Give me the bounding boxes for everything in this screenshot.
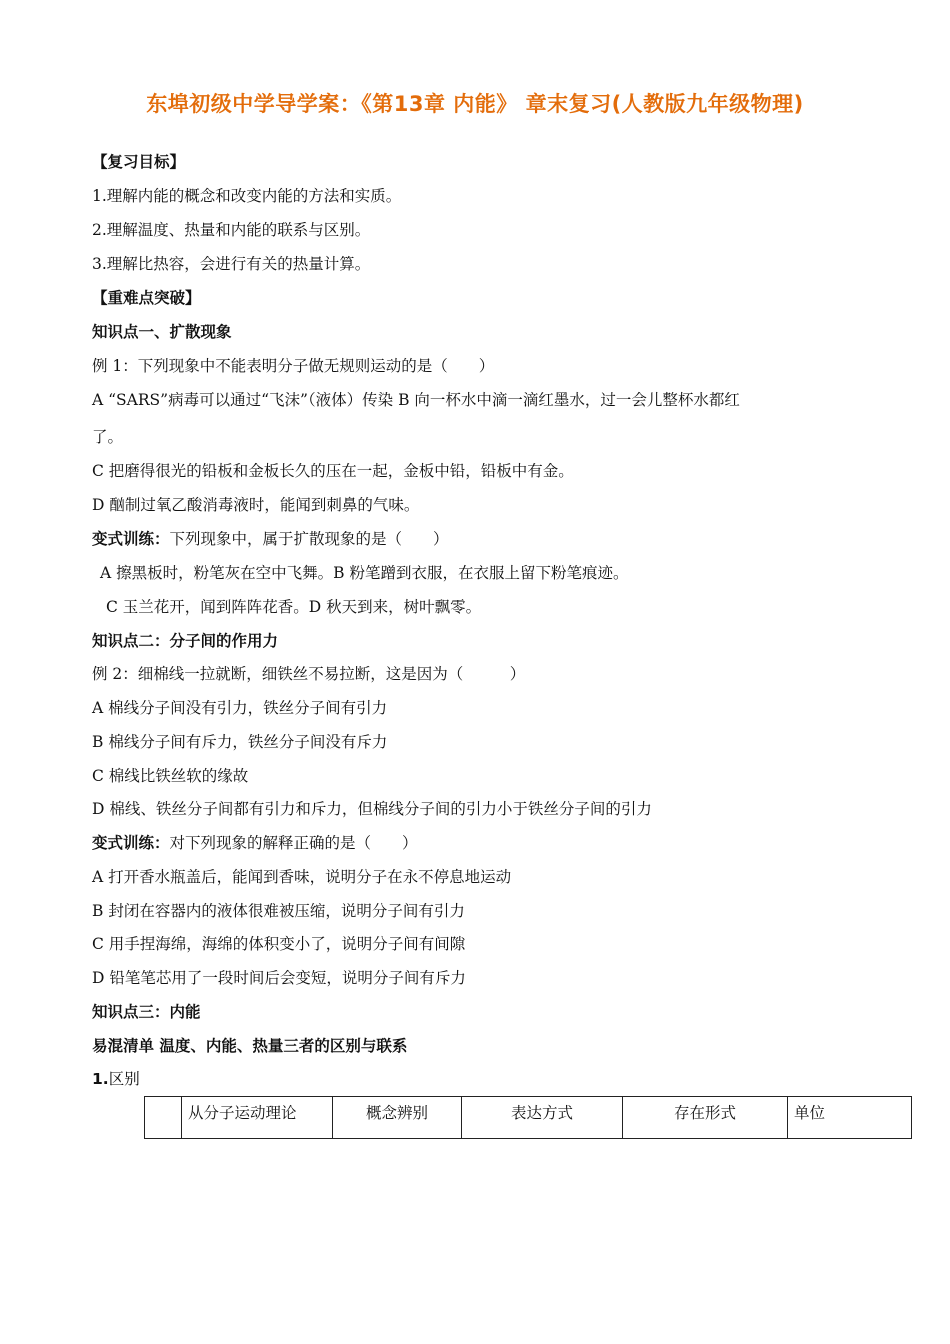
kp1-option-d: D 酗制过氧乙酸消毒液时，能闻到刺鼻的气味。 [92,496,420,514]
confuse-list-heading: 易混清单 温度、内能、热量三者的区别与联系 [92,1037,408,1055]
kp2-variant [92,832,418,854]
kp2-heading: 知识点二：分子间的作用力 [92,632,279,650]
kp2-option-b: B 棉线分子间有斥力，铁丝分子间没有斥力 [92,733,388,751]
kp2-option-c: C 棉线比铁丝软的缘故 [92,767,249,785]
table-header-cell: 存在形式 [623,1097,788,1139]
kp2-variant-option-b: B 封闭在容器内的液体很难被压缩，说明分子间有引力 [92,902,465,920]
kp2-option-a: A 棉线分子间没有引力，铁丝分子间有引力 [92,699,388,717]
kp2-variant-option-c: C 用手捏海绵，海绵的体积变小了，说明分子间有间隙 [92,935,466,953]
kp2-variant-label: 变式训练： [92,834,170,852]
kp1-variant-label: 变式训练： [92,530,170,548]
comparison-table [144,1096,912,1139]
table-header-cell [145,1097,182,1139]
document-title: 东埠初级中学导学案：《第13章 内能》 章末复习(人教版九年级物理) [146,92,804,116]
table-header-cell: 概念辨别 [333,1097,462,1139]
kp1-variant [92,528,449,550]
kp1-variant-text: 下列现象中，属于扩散现象的是（ ） [169,530,449,548]
kp1-variant-options-cd: C 玉兰花开，闻到阵阵花香。D 秋天到来，树叶飘零。 [106,598,482,616]
kp1-variant-options-ab: A 擦黑板时，粉笔灰在空中飞舞。B 粉笔蹭到衣服，在衣服上留下粉笔痕迹。 [100,564,629,582]
key-points-heading: 【重难点突破】 [92,289,201,307]
difference-text: 区别 [108,1070,140,1088]
kp1-option-b-cont: 了。 [92,428,124,446]
kp1-option-a-b: A “SARS”病毒可以通过“飞沫”（液体）传染 B 向一杯水中滴一滴红墨水，过一会儿整杯水都红 [92,391,740,409]
kp3-heading: 知识点三：内能 [92,1003,201,1021]
table-header-cell: 单位 [788,1097,912,1139]
kp1-heading: 知识点一、扩散现象 [92,323,232,341]
kp2-example: 例 2：细棉线一拉就断，细铁丝不易拉断，这是因为（ ） [92,665,526,683]
table-header-cell: 从分子运动理论 [182,1097,333,1139]
kp2-variant-text: 对下列现象的解释正确的是（ ） [169,834,418,852]
review-goals-heading: 【复习目标】 [92,153,186,171]
review-goal-1: 1.理解内能的概念和改变内能的方法和实质。 [92,187,402,205]
review-goal-3: 3.理解比热容，会进行有关的热量计算。 [92,255,371,273]
difference-number: 1. [92,1070,109,1088]
review-goal-2: 2.理解温度、热量和内能的联系与区别。 [92,221,371,239]
kp1-example: 例 1：下列现象中不能表明分子做无规则运动的是（ ） [92,357,495,375]
table-header-row [145,1097,912,1139]
kp2-variant-option-a: A 打开香水瓶盖后，能闻到香味，说明分子在永不停息地运动 [92,868,512,886]
kp2-variant-option-d: D 铅笔笔芯用了一段时间后会变短，说明分子间有斥力 [92,969,466,987]
kp2-option-d: D 棉线、铁丝分子间都有引力和斥力，但棉线分子间的引力小于铁丝分子间的引力 [92,800,652,818]
difference-label [92,1068,140,1090]
kp1-option-c: C 把磨得很光的铅板和金板长久的压在一起，金板中铅，铅板中有金。 [92,462,574,480]
table-header-cell: 表达方式 [462,1097,623,1139]
